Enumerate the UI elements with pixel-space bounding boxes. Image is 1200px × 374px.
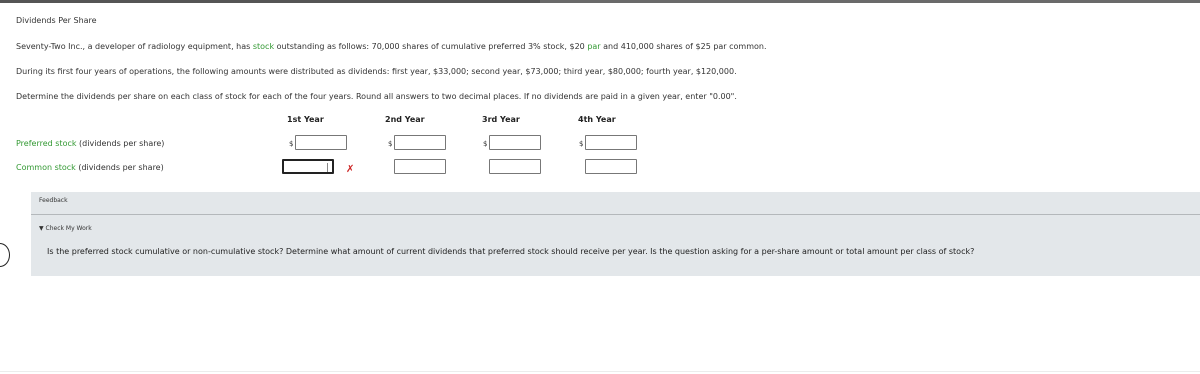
preferred-year-2-input[interactable] xyxy=(394,135,446,150)
column-header-year-4: 4th Year xyxy=(578,115,616,124)
currency-symbol: $ xyxy=(289,140,294,148)
common-stock-link[interactable]: Common stock xyxy=(16,163,76,172)
problem-paragraph-3: Determine the dividends per share on each class of stock for each of the four years. Round all answers to two decimal places. If no dividends are paid in a given year, enter "0.00". xyxy=(16,92,737,101)
feedback-label: Feedback xyxy=(39,197,68,204)
column-header-year-1: 1st Year xyxy=(287,115,324,124)
common-year-4-input[interactable] xyxy=(585,159,637,174)
common-year-1-input[interactable] xyxy=(282,159,334,174)
feedback-divider xyxy=(31,214,1200,215)
common-year-2-input[interactable] xyxy=(394,159,446,174)
currency-symbol: $ xyxy=(483,140,488,148)
check-my-work-toggle[interactable]: ▼ Check My Work xyxy=(39,225,92,232)
row-label-common: Common stock (dividends per share) xyxy=(16,163,164,172)
problem-title: Dividends Per Share xyxy=(16,16,97,25)
stock-glossary-link[interactable]: stock xyxy=(252,42,275,51)
incorrect-x-icon: ✗ xyxy=(346,164,355,175)
column-header-year-2: 2nd Year xyxy=(385,115,425,124)
currency-symbol: $ xyxy=(579,140,584,148)
problem-paragraph-1: Seventy-Two Inc., a developer of radiology equipment, has stock outstanding as follows: 70,000 shares of cumulative preferred 3% stock, $20 par and 410,000 shares of $25 par common. xyxy=(16,42,767,51)
feedback-hint-text: Is the preferred stock cumulative or non-cumulative stock? Determine what amount of current dividends that preferred stock should receive per year. Is the question asking for a per-share amount or total amount per class of stock? xyxy=(47,247,975,256)
bottom-divider xyxy=(0,371,1200,372)
currency-symbol: $ xyxy=(388,140,393,148)
problem-paragraph-2: During its first four years of operations, the following amounts were distributed as dividends: first year, $33,000; second year, $73,000; third year, $80,000; fourth year, $120,000. xyxy=(16,67,737,76)
preferred-year-3-input[interactable] xyxy=(489,135,541,150)
preferred-stock-link[interactable]: Preferred stock xyxy=(16,139,77,148)
row-label-preferred: Preferred stock (dividends per share) xyxy=(16,139,165,148)
text-caret xyxy=(327,163,328,172)
par-glossary-link[interactable]: par xyxy=(587,42,601,51)
feedback-panel xyxy=(31,192,1200,276)
side-tab-circle[interactable] xyxy=(0,243,10,267)
common-year-3-input[interactable] xyxy=(489,159,541,174)
preferred-year-4-input[interactable] xyxy=(585,135,637,150)
column-header-year-3: 3rd Year xyxy=(482,115,520,124)
top-border-accent xyxy=(540,0,1200,3)
preferred-year-1-input[interactable] xyxy=(295,135,347,150)
